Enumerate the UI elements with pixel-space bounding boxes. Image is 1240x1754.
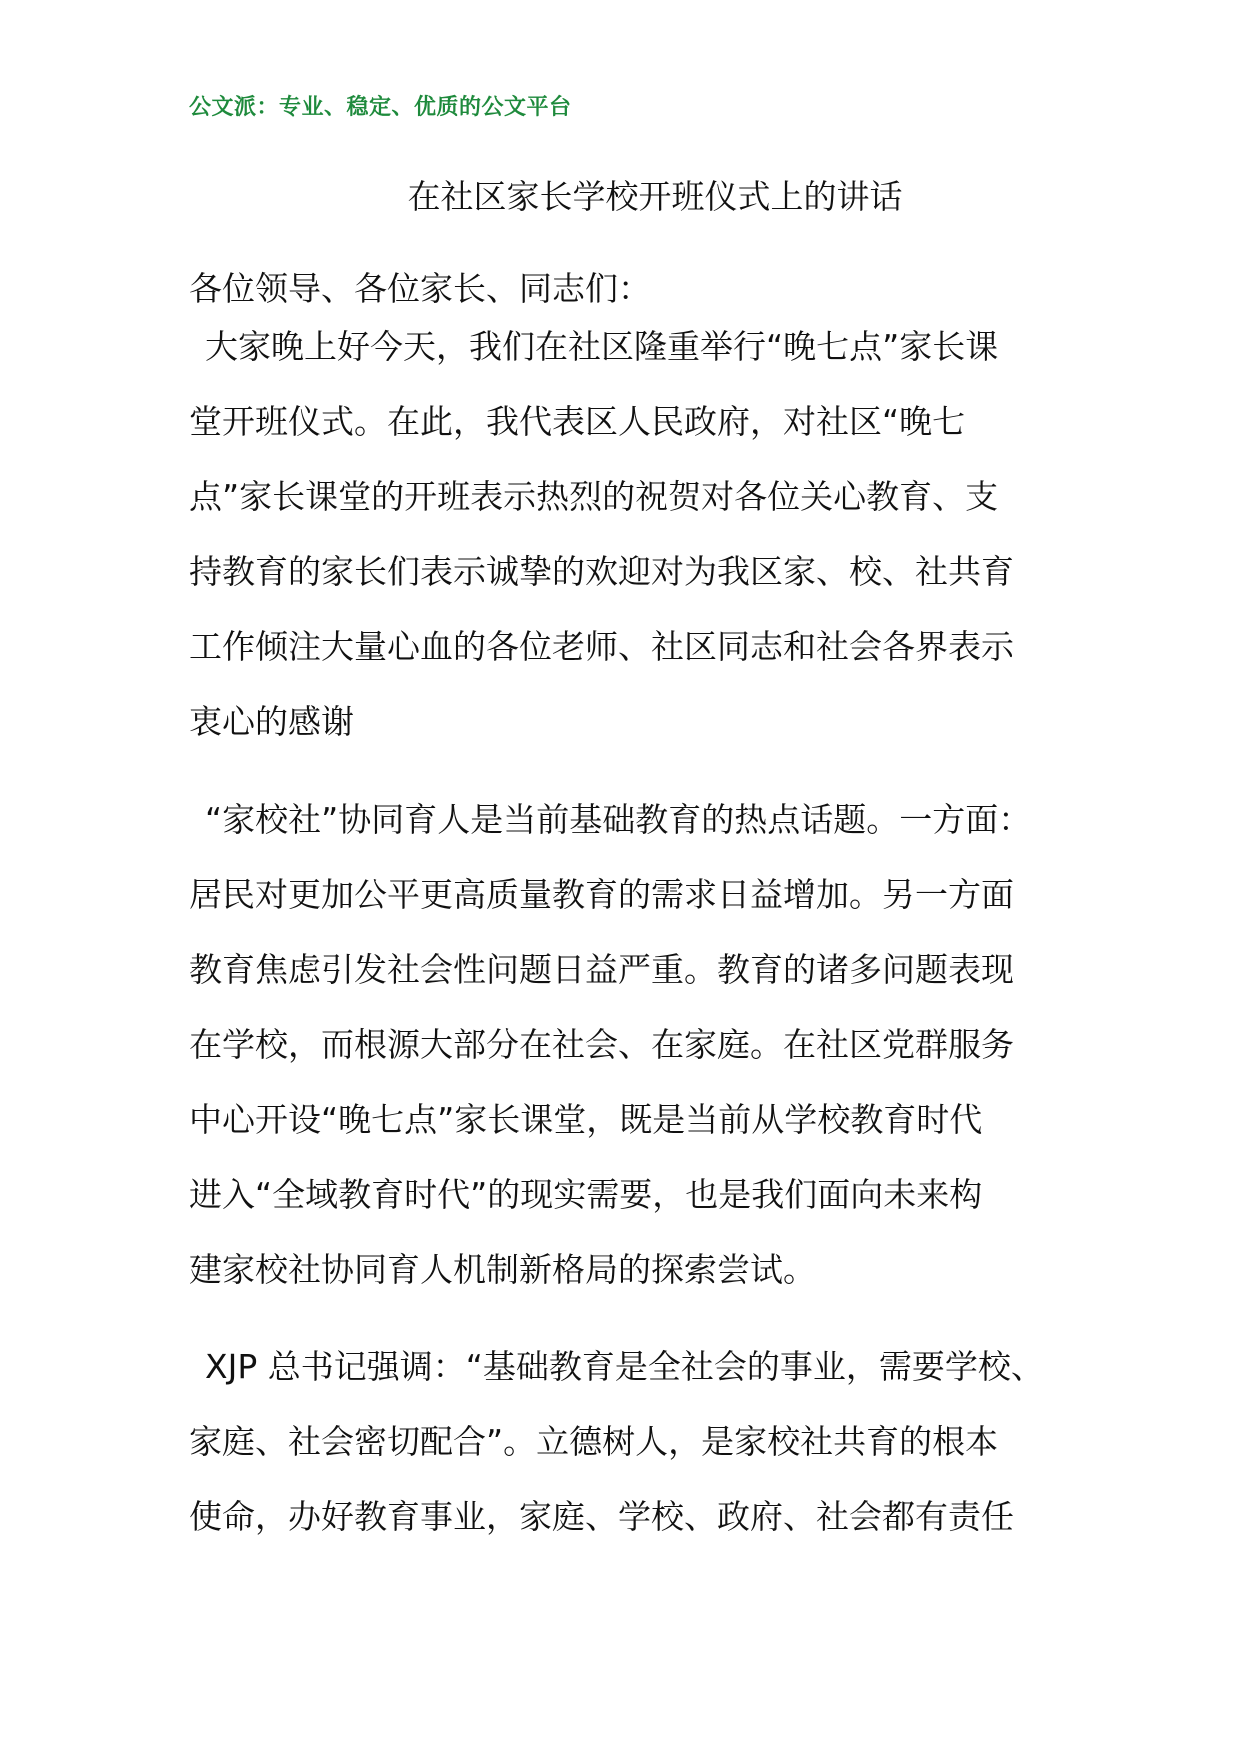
paragraph-line: 点”家长课堂的开班表示热烈的祝贺对各位关心教育、支	[189, 477, 999, 516]
paragraph-line: 进入“全域教育时代”的现实需要，也是我们面向未来构	[189, 1175, 983, 1214]
document-title: 在社区家长学校开班仪式上的讲话	[407, 177, 903, 216]
salutation: 各位领导、各位家长、同志们：	[189, 269, 651, 308]
paragraph-line: 堂开班仪式。在此，我代表区人民政府，对社区“晚七	[189, 402, 966, 441]
paragraph-line: “家校社”协同育人是当前基础教育的热点话题。一方面：	[205, 800, 1032, 839]
paragraph-line: 工作倾注大量心血的各位老师、社区同志和社会各界表示	[189, 627, 1014, 666]
paragraph-1	[189, 324, 1089, 774]
paragraph-line: 大家晚上好今天，我们在社区隆重举行“晚七点”家长课	[205, 327, 999, 366]
paragraph-line: 持教育的家长们表示诚挚的欢迎对为我区家、校、社共育	[189, 552, 1014, 591]
header-brand: 公文派：专业、稳定、优质的公文平台	[189, 95, 572, 120]
paragraph-line: 衷心的感谢	[189, 702, 354, 741]
paragraph-line: 使命，办好教育事业，家庭、学校、政府、社会都有责任	[189, 1497, 1014, 1536]
paragraph-3	[189, 1344, 1089, 1569]
paragraph-line: 建家校社协同育人机制新格局的探索尝试。	[189, 1250, 816, 1289]
paragraph-line: 在学校，而根源大部分在社会、在家庭。在社区党群服务	[189, 1025, 1014, 1064]
paragraph-line: XJP 总书记强调：“基础教育是全社会的事业，需要学校、	[205, 1347, 1044, 1386]
paragraph-line: 教育焦虑引发社会性问题日益严重。教育的诸多问题表现	[189, 950, 1014, 989]
paragraph-line: 家庭、社会密切配合”。立德树人，是家校社共育的根本	[189, 1422, 999, 1461]
paragraph-line: 居民对更加公平更高质量教育的需求日益增加。另一方面	[189, 875, 1014, 914]
paragraph-2	[189, 797, 1089, 1322]
paragraph-line: 中心开设“晚七点”家长课堂，既是当前从学校教育时代	[189, 1100, 983, 1139]
